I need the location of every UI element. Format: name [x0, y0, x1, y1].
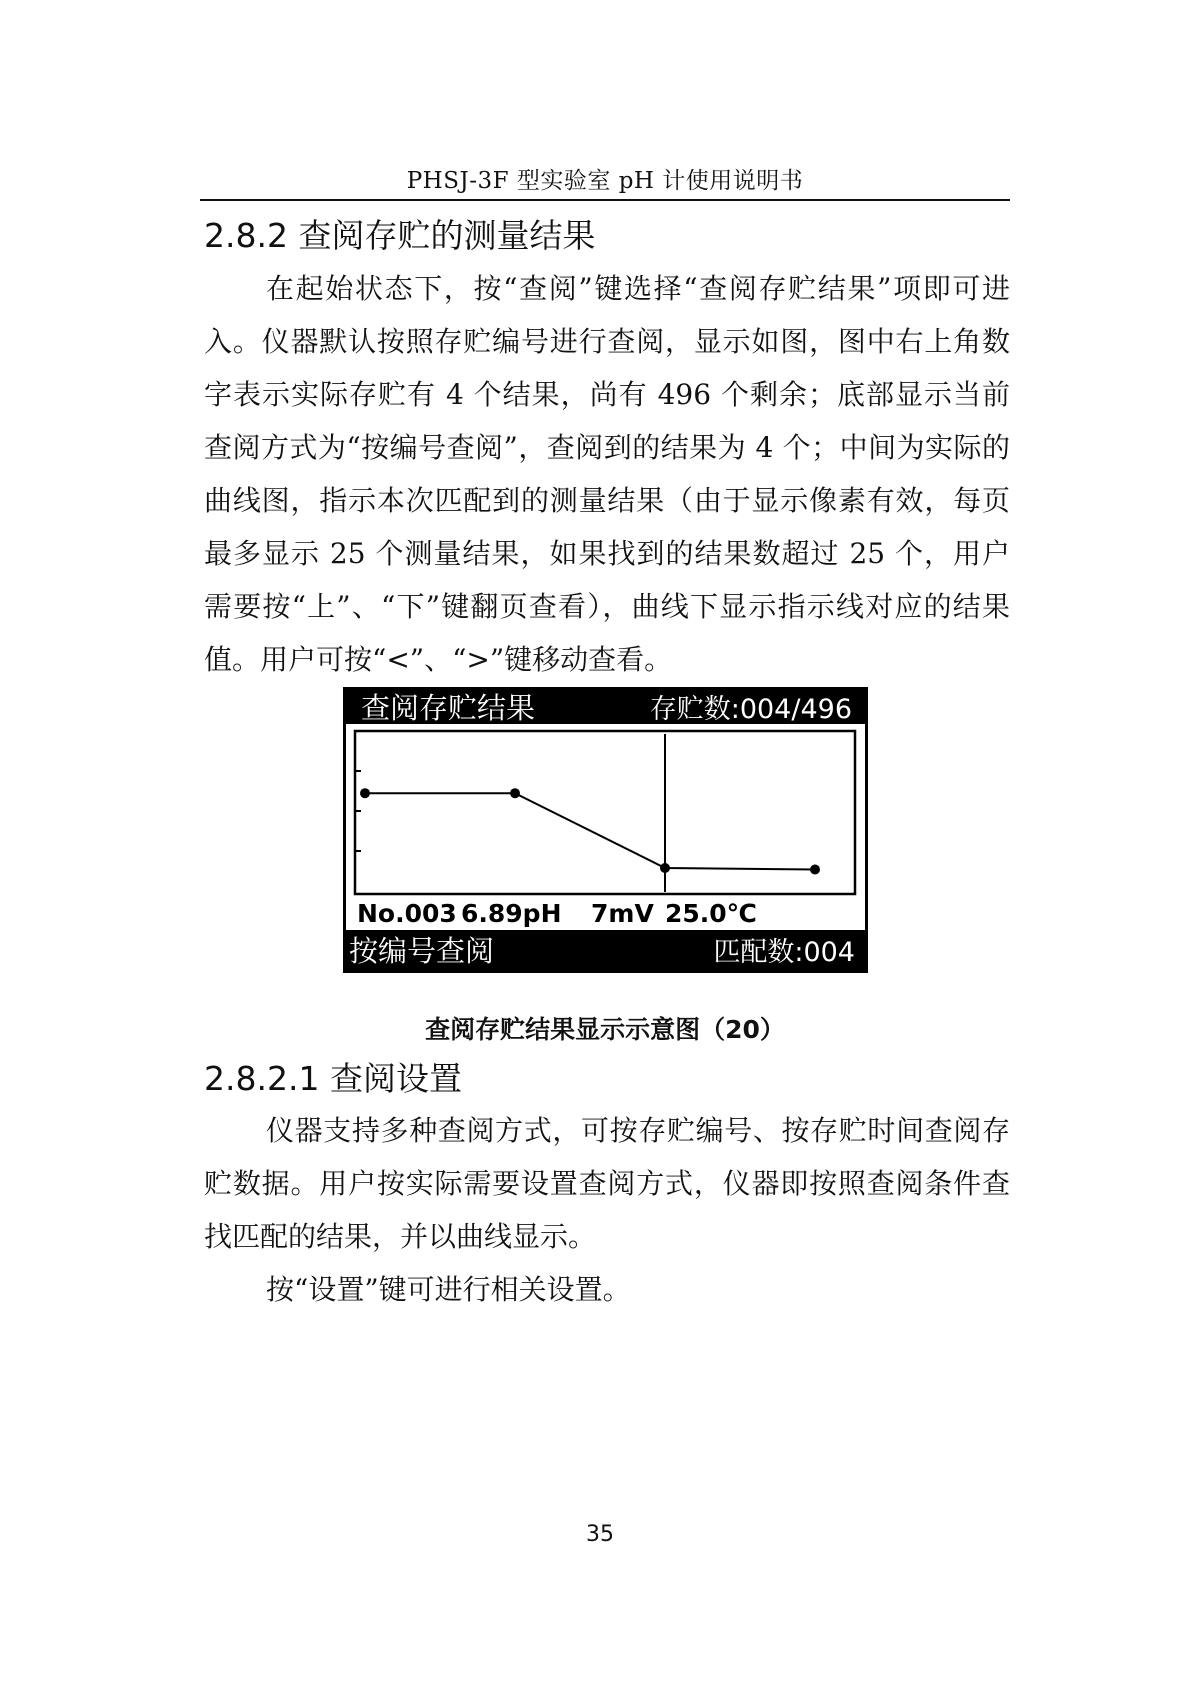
- lcd-screen: [343, 687, 868, 973]
- figure-caption: 查阅存贮结果显示示意图（20）: [425, 1015, 785, 1044]
- curve-point: [510, 788, 520, 798]
- lcd-screen-figure: [343, 687, 868, 973]
- curve-point: [810, 865, 820, 875]
- section-paragraph: 在起始状态下，按“查阅”键选择“查阅存贮结果”项即可进入。仪器默认按照存贮编号进行查阅，显示如图，图中右上角数字表示实际存贮有 4 个结果，尚有 496 个剩余；底部显示当前查阅方式为“按编号查阅”，查阅到的结果为 4 个；中间为实际的曲线图，指示本次匹配到的测量结果（由于显示像素有效，每页最多显示 25 个测量结果，如果找到的结果数超过 25 个，用户需要按“上”、“下”键翻页查看），曲线下显示指示线对应的结果值。用户可按“<”、“>”键移动查看。: [204, 272, 1010, 676]
- page-number: 35: [586, 1522, 614, 1547]
- running-header: PHSJ-3F 型实验室 pH 计使用说明书: [406, 168, 804, 194]
- lcd-reading-number: No.003: [357, 899, 457, 928]
- curve-point: [360, 788, 370, 798]
- lcd-match-count: 匹配数:004: [713, 937, 855, 968]
- subsection-paragraph: 仪器支持多种查阅方式，可按存贮编号、按存贮时间查阅存贮数据。用户按实际需要设置查阅方式，仪器即按照查阅条件查找匹配的结果，并以曲线显示。: [204, 1114, 1010, 1253]
- lcd-storage-count: 存贮数:004/496: [649, 694, 852, 725]
- lcd-mode: 按编号查阅: [349, 934, 495, 968]
- section-heading: 2.8.2 查阅存贮的测量结果: [204, 216, 596, 255]
- lcd-reading-mv: 7mV: [591, 899, 654, 928]
- lcd-reading-temp: 25.0℃: [665, 899, 757, 928]
- subsection-heading: 2.8.2.1 查阅设置: [204, 1059, 462, 1098]
- lcd-reading-ph: 6.89pH: [461, 899, 562, 928]
- subsection-paragraph: 按“设置”键可进行相关设置。: [266, 1273, 631, 1306]
- lcd-title: 查阅存贮结果: [361, 691, 536, 725]
- header-rule: [200, 199, 1010, 201]
